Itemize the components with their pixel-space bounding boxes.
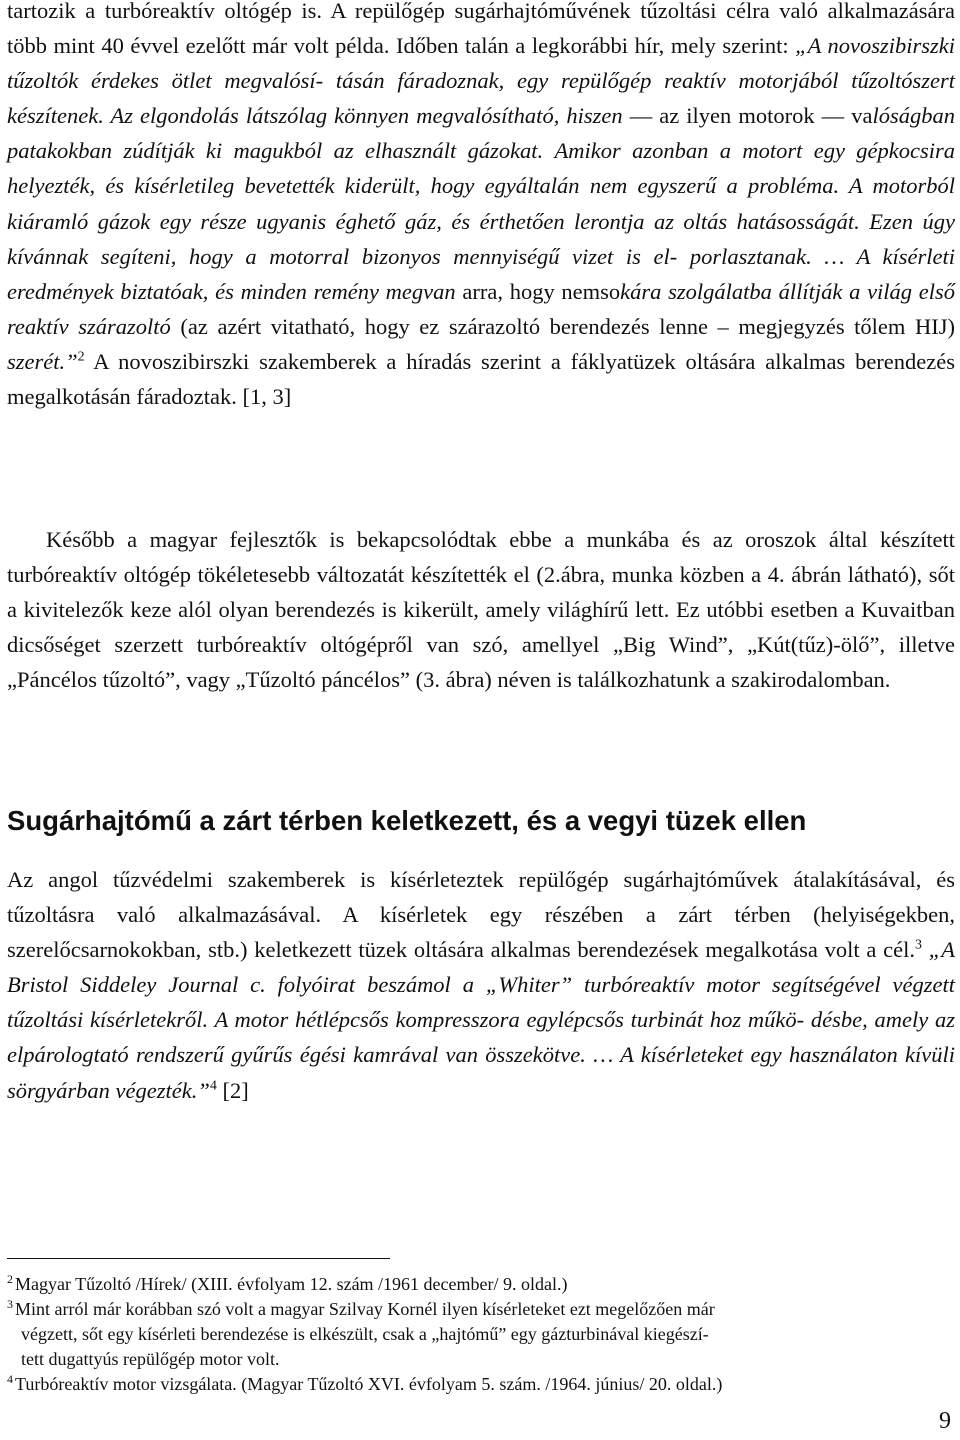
text-line: va (851, 103, 873, 129)
text-line: azért vitatható, hogy ez szárazoltó berendezés lenne – megjegyzés tőlem HIJ) (217, 313, 956, 339)
footnote-4 (7, 1372, 955, 1397)
text-line: (az (170, 313, 208, 339)
page-number: 9 (939, 1408, 951, 1434)
footnote-number: 3 (7, 1297, 13, 1311)
text-line: munka közben a 4. ábrán látható), sőt a kivitelezők keze alól olyan berendezés is (7, 562, 956, 623)
quote-text: Ezen úgy kívánnak segíteni, hogy a motorral bizonyos mennyiségű vizet is el- (7, 208, 955, 269)
footnote-ref[interactable]: 2 (77, 349, 85, 365)
text-line: Később a magyar fejlesztők is bekapcsolódtak ebbe a munkába és az oroszok (46, 527, 817, 552)
quote-text: szerét.” (7, 348, 78, 374)
text-line: arra, hogy nemso (462, 278, 621, 304)
footnote-text: Turbóreaktív motor vizsgálata. (Magyar Tűzoltó XVI. évfolyam 5. szám. /1964. június/ 20. oldal.) (15, 1374, 723, 1394)
footnote-text: Mint arról már korábban szó volt a magyar Szilvay Kornél ilyen kísérleteket ezt megelőzően már (15, 1299, 715, 1319)
quote-text: porlasztanak. … A kísérleti eredmények biztatóak, és minden remény megvan (7, 243, 956, 304)
quote-text: désbe, amely az elpárologtató rendszerű gyűrűs égési kamrával van összekötve. (7, 1007, 955, 1068)
footnote-3 (7, 1297, 955, 1322)
quote-text: … A kísérleteket egy használaton kívüli sörgyárban végezték.” (7, 1042, 955, 1103)
footnote-3-continuation: végzett, sőt egy kísérleti berendezése is elkészült, csak a „hajtómű” egy gázturbinával kiegészí- (21, 1324, 709, 1344)
body-paragraph-1 (7, 0, 955, 414)
text-line: [2] (216, 1077, 249, 1103)
text-line: Az angol tűzvédelmi szakemberek is kísérleteztek repülőgép sugárhajtóművek (7, 867, 779, 892)
text-line: kikerült, amely világhírű lett. Ez utóbbi esetben a Kuvaitban dicsőséget szerzett (7, 597, 956, 658)
text-line: alkalmas berendezés megalkotásán fáradoztak. [1, 3] (7, 348, 956, 410)
quote-text: kára szolgálatba állítják a világ első reaktív szárazoltó (7, 278, 956, 339)
text-line: való alkalmazására több mint 40 évvel ezelőtt már volt példa. Időben talán a (7, 0, 955, 59)
footnote-number: 4 (7, 1372, 13, 1386)
text-line: átalakításával, és tűzoltásra való alkalmazásával. A kísérletek egy részében a (7, 867, 955, 928)
text-line: „Páncélos tűzoltó”, vagy „Tűzoltó páncélos” (3. ábra) néven is találkozhatunk a (7, 667, 726, 693)
footnotes (7, 1272, 955, 1397)
quote-text: kiderült, hogy egyáltalán nem egyszerű a probléma. A motorból kiáramló gázok (7, 173, 956, 234)
body-paragraph-2 (7, 522, 955, 697)
footnote-ref[interactable]: 3 (914, 937, 922, 953)
quote-text: egy része ugyanis éghető gáz, és érthetően lerontja az oltás hatásosságát. (159, 208, 860, 234)
quote-text: folyóirat beszámol a „Whiter” turbóreaktív motor segítségével végzett tűzoltási (7, 972, 956, 1033)
text-line: alkalmas berendezések megalkotása volt a cél. (490, 937, 915, 963)
text-line: szakirodalomban. (731, 667, 891, 693)
section-heading: Sugárhajtómű a zárt térben keletkezett, és a vegyi tüzek ellen (7, 805, 807, 836)
footnote-2 (7, 1272, 955, 1297)
footnote-divider (7, 1258, 390, 1259)
quote-text: tásán fáradoznak, egy repülőgép reaktív motorjából tűzoltószert készítenek. Az (7, 68, 955, 129)
quote-text: Amikor azonban a motort egy gépkocsira helyezték, és kísérletileg bevetették (7, 138, 956, 199)
body-paragraph-3 (7, 862, 955, 1108)
text-line: A novoszibirszki szakemberek a híradás szerint a fáklyatüzek oltására (84, 348, 756, 374)
footnote-number: 2 (7, 1272, 13, 1286)
text-line: legkorábbi hír, mely szerint: (531, 33, 796, 59)
quote-text: „A Bristol Siddeley Journal c. (7, 937, 955, 998)
text-line: — az ilyen motorok — (629, 103, 845, 129)
quote-text: „A novoszibirszki tűzoltók érdekes ötlet megvalósí- (7, 33, 956, 94)
footnote-text: Magyar Tűzoltó /Hírek/ (XIII. évfolyam 12. szám /1961 december/ 9. oldal.) (15, 1274, 568, 1294)
text-line: zárt térben (helyiségekben, szerelőcsarnokokban, stb.) keletkezett tüzek oltására (7, 902, 956, 963)
quote-text: elgondolás látszólag könnyen megvalósítható, hiszen (140, 103, 630, 129)
text-line: által készített turbóreaktív oltógép tökéletesebb változatát készítették el (2.ábra, (7, 527, 956, 588)
text-line: turbóreaktív oltógépről van szó, amellyel „Big Wind”, „Kút(tűz)-ölő”, illetve (196, 632, 956, 658)
quote-text: kísérletekről. A motor hétlépcsős kompresszora egylépcsős turbinát hoz műkö- (90, 1007, 805, 1033)
quote-text: lóságban patakokban zúdítják ki magukból az elhasznált gázokat. (7, 103, 955, 164)
footnote-ref[interactable]: 4 (209, 1078, 217, 1094)
text-line: tartozik a turbóreaktív oltógép is. A repülőgép sugárhajtóművének tűzoltási célra (7, 0, 770, 23)
footnote-3-continuation: tett dugattyús repülőgép motor volt. (21, 1349, 280, 1369)
